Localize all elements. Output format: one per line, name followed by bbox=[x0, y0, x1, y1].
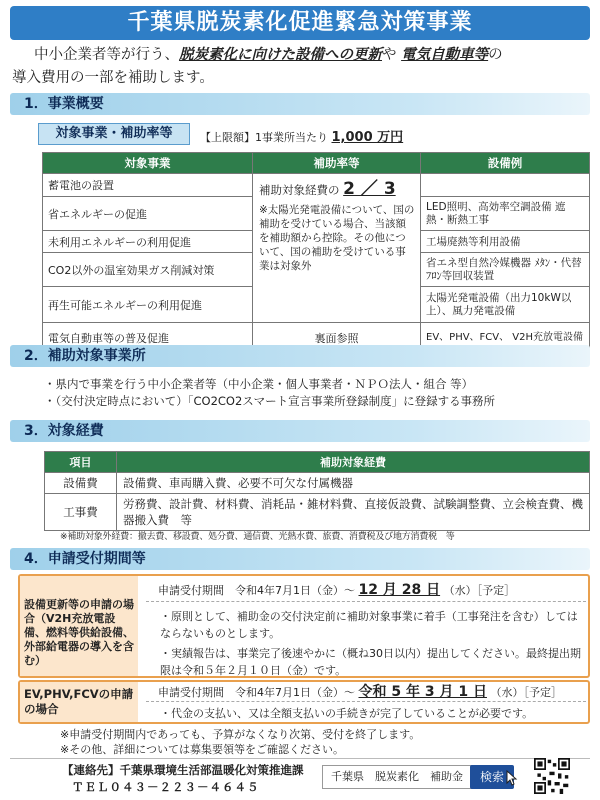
search-input[interactable]: 千葉県 脱炭素化 補助金 bbox=[322, 765, 472, 789]
equipment-note-2: ・実績報告は、事業完了後速やかに（概ね30日以内）提出してください。最終提出期限は令和５年２月１０日（金）です。 bbox=[160, 647, 581, 677]
project-name: 電気自動車等の普及促進 bbox=[43, 323, 253, 353]
section1-subtitle: 対象事業・補助率等 bbox=[38, 123, 190, 145]
expense-detail: 労務費、設計費、材料費、消耗品・雑材料費、直接仮設費、試験調整費、立会検査費、機器搬入費 等 bbox=[117, 494, 590, 531]
closing-note-1: ※申請受付期間内であっても、予算がなくなり次第、受付を終了します。 bbox=[60, 728, 421, 741]
project-example: 太陽光発電設備（出力10kW以上）、風力発電設備 bbox=[421, 287, 590, 323]
section4-header: 4．申請受付期間等 bbox=[10, 548, 590, 570]
intro-p2: や bbox=[382, 47, 397, 63]
intro-em1: 脱炭素化に向けた設備への更新 bbox=[179, 47, 382, 63]
limit-label: 【上限額】1事業所当たり bbox=[200, 131, 328, 144]
rate-label: 補助対象経費の bbox=[259, 183, 340, 197]
expense-detail: 設備費、車両購入費、必要不可欠な付属機器 bbox=[117, 473, 590, 494]
period-prefix: 申請受付期間 令和4年7月1日（金）～ bbox=[158, 686, 355, 699]
project-example: EV、PHV、FCV、 V2H充放電設備 bbox=[421, 323, 590, 353]
section1-header: 1．事業概要 bbox=[10, 93, 590, 115]
intro-em2: 電気自動車等 bbox=[401, 47, 489, 63]
intro-line2: 導入費用の一部を補助します。 bbox=[12, 70, 214, 86]
expense-table bbox=[44, 451, 590, 531]
equipment-notes bbox=[160, 608, 585, 679]
project-table bbox=[42, 152, 590, 353]
header-expense: 補助対象経費 bbox=[117, 452, 590, 473]
period-suffix: （水）［予定］ bbox=[443, 584, 516, 597]
closing-note-2: ※その他、詳細については募集要領等をご確認ください。 bbox=[60, 743, 344, 756]
ev-label: EV,PHV,FCVの申請の場合 bbox=[20, 682, 138, 722]
cursor-pointer-icon bbox=[505, 770, 519, 786]
rate-note: ※太陽光発電設備について、国の補助を受けている場合、当該額を補助額から控除。その他について、国の補助を受けている事業は対象外 bbox=[259, 204, 415, 272]
intro-p3: の bbox=[488, 47, 503, 63]
project-example: 工場廃熱等利用設備 bbox=[421, 231, 590, 253]
equipment-note-1: ・原則として、補助金の交付決定前に補助対象事業に着手（工事発注を含む）してはならないものとします。 bbox=[160, 610, 578, 640]
eligible-offices bbox=[44, 376, 495, 410]
period-date: 12 月 28 日 bbox=[358, 582, 441, 598]
header-project: 対象事業 bbox=[43, 153, 253, 174]
search-button[interactable]: 検索 bbox=[470, 765, 514, 789]
qr-code-icon bbox=[534, 758, 570, 794]
project-name: 蓄電池の設置 bbox=[43, 174, 253, 197]
expense-item: 設備費 bbox=[45, 473, 117, 494]
header-item: 項目 bbox=[45, 452, 117, 473]
project-name: 省エネルギーの促進 bbox=[43, 197, 253, 231]
section2-header: 2．補助対象事業所 bbox=[10, 345, 590, 367]
expense-note: ※補助対象外経費：撤去費、移設費、処分費、通信費、光熱水費、旅費、消費税及び地方消費税 等 bbox=[60, 532, 455, 542]
application-box-equipment bbox=[18, 574, 590, 678]
equipment-period bbox=[146, 578, 586, 602]
table-row bbox=[43, 174, 590, 197]
limit-amount bbox=[200, 126, 403, 145]
project-example bbox=[421, 174, 590, 197]
project-example: LED照明、高効率空調設備 遮熱・断熱工事 bbox=[421, 197, 590, 231]
project-rate: 裏面参照 bbox=[253, 323, 421, 353]
period-prefix: 申請受付期間 令和4年7月1日（金）～ bbox=[158, 584, 355, 597]
period-date: 令和 5 年 3 月 1 日 bbox=[358, 684, 487, 700]
rate-value: 2 ／ 3 bbox=[343, 179, 396, 199]
intro-text bbox=[12, 44, 587, 90]
table-row bbox=[45, 473, 590, 494]
table-row bbox=[45, 494, 590, 531]
project-name: 未利用エネルギーの利用促進 bbox=[43, 231, 253, 253]
header-rate: 補助率等 bbox=[253, 153, 421, 174]
ev-period bbox=[146, 682, 586, 702]
project-example: 省エネ型自然冷媒機器 ﾒﾀﾝ・代替ﾌﾛﾝ等回収装置 bbox=[421, 253, 590, 287]
eligible-line-2: ・（交付決定時点において）「CO2CO2スマート宣言事業所登録制度」に登録する事務所 bbox=[44, 394, 496, 408]
page-title: 千葉県脱炭素化促進緊急対策事業 bbox=[10, 6, 590, 40]
section3-header: 3．対象経費 bbox=[10, 420, 590, 442]
limit-value: 1,000 万円 bbox=[331, 130, 404, 145]
project-name: CO2以外の温室効果ガス削減対策 bbox=[43, 253, 253, 287]
closing-notes bbox=[60, 727, 420, 757]
contact-tel: ＴＥＬ０４３－２２３－４６４５ bbox=[72, 780, 260, 794]
intro-p1: 中小企業者等が行う、 bbox=[34, 47, 179, 63]
contact-department: 【連絡先】千葉県環境生活部温暖化対策推進課 bbox=[62, 763, 304, 777]
project-name: 再生可能エネルギーの利用促進 bbox=[43, 287, 253, 323]
equipment-label: 設備更新等の申請の場合（V2H充放電設備、燃料等供給設備、外部給電器の導入を含む） bbox=[20, 576, 138, 676]
period-suffix: （水）［予定］ bbox=[490, 686, 562, 699]
eligible-line-1: ・県内で事業を行う中小企業者等（中小企業・個人事業者・ＮＰＯ法人・組合 等） bbox=[44, 377, 474, 391]
footer-divider bbox=[10, 758, 590, 759]
header-example: 設備例 bbox=[421, 153, 590, 174]
expense-item: 工事費 bbox=[45, 494, 117, 531]
footer-contact bbox=[62, 762, 304, 796]
rate-cell bbox=[253, 174, 421, 323]
application-box-ev bbox=[18, 680, 590, 724]
ev-note: ・代金の支払い、又は全額支払いの手続きが完了していることが必要です。 bbox=[160, 707, 534, 720]
